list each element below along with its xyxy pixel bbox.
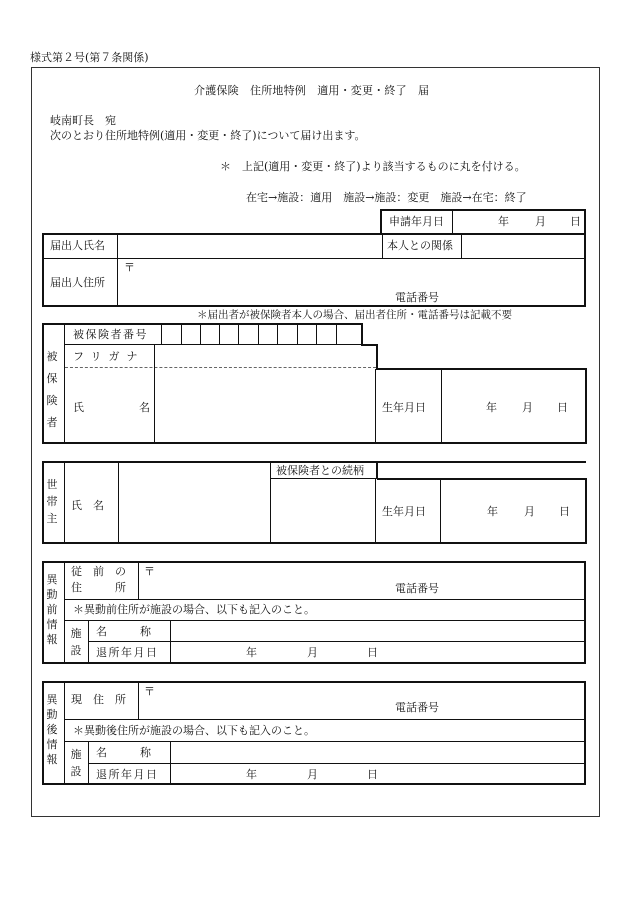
householder-dob-month-unit: 月 — [524, 505, 535, 518]
prev-address-label-2: 住 所 — [71, 581, 126, 594]
application-month-unit: 月 — [535, 215, 546, 228]
before-facility-label: 施設 — [70, 627, 82, 657]
applicant-address-field[interactable] — [118, 259, 585, 305]
householder-name-field[interactable] — [119, 463, 270, 543]
intro-text: 次のとおり住所地特例(適用・変更・終了)について届け出ます。 — [50, 129, 366, 142]
householder-dob-year-unit: 年 — [487, 505, 498, 518]
insured-section-label: 被保険者 — [46, 350, 58, 429]
application-date-field[interactable] — [453, 211, 585, 233]
prev-address-label-1: 従 前 の — [71, 565, 126, 578]
before-leave-date-field[interactable] — [171, 642, 585, 663]
after-move-section-label: 異動後情報 — [46, 693, 58, 766]
before-leave-month-unit: 月 — [307, 646, 318, 659]
insured-furigana-label: フリガナ — [73, 350, 145, 363]
insured-dob-month-unit: 月 — [522, 401, 533, 414]
applicant-relation-label: 本人との関係 — [387, 239, 453, 252]
before-move-note: ＊異動前住所が施設の場合、以下も記入のこと。 — [73, 603, 315, 616]
insured-dob-day-unit: 日 — [557, 401, 568, 414]
after-leave-date-field[interactable] — [171, 764, 585, 784]
insured-furigana-field[interactable] — [155, 345, 361, 367]
applicant-note: ＊届出者が被保険者本人の場合、届出者住所・電話番号は記載不要 — [197, 309, 512, 321]
form-title: 介護保険 住所地特例 適用・変更・終了 届 — [194, 84, 430, 97]
after-leave-month-unit: 月 — [307, 768, 318, 781]
householder-name-label: 氏 名 — [71, 499, 104, 512]
householder-relation-field[interactable] — [271, 479, 375, 543]
circle-note: ＊ 上記(適用・変更・終了)より該当するものに丸を付ける。 — [220, 160, 526, 173]
before-leave-date-label: 退所年月日 — [96, 646, 159, 659]
householder-dob-label: 生年月日 — [382, 505, 426, 518]
after-facility-name-field[interactable] — [171, 742, 585, 763]
before-facility-name-field[interactable] — [171, 621, 585, 641]
applicant-address-label: 届出人住所 — [50, 276, 105, 289]
prev-address-field[interactable] — [139, 562, 585, 599]
after-leave-year-unit: 年 — [246, 768, 257, 781]
applicant-phone-label: 電話番号 — [395, 291, 439, 304]
insured-dob-label: 生年月日 — [382, 401, 426, 414]
insured-dob-year-unit: 年 — [486, 401, 497, 414]
current-address-label: 現 住 所 — [71, 693, 126, 706]
after-leave-day-unit: 日 — [367, 768, 378, 781]
form-id: 様式第２号(第７条関係) — [30, 51, 149, 64]
after-facility-name-label: 名 称 — [96, 746, 151, 759]
prev-postal-mark: 〒 — [144, 565, 155, 578]
application-day-unit: 日 — [570, 215, 581, 228]
householder-section-label: 世帯主 — [46, 478, 58, 525]
insured-name-label-1: 氏 — [73, 401, 84, 414]
before-leave-day-unit: 日 — [367, 646, 378, 659]
after-facility-label: 施設 — [70, 748, 82, 778]
legend-text: 在宅→施設：適用 施設→施設：変更 施設→在宅：終了 — [246, 191, 527, 204]
before-leave-year-unit: 年 — [246, 646, 257, 659]
insured-name-label-2: 名 — [139, 401, 150, 414]
applicant-name-label: 届出人氏名 — [50, 239, 105, 252]
after-move-note: ＊異動後住所が施設の場合、以下も記入のこと。 — [73, 724, 315, 737]
before-facility-name-label: 名 称 — [96, 625, 151, 638]
prev-phone-label: 電話番号 — [395, 582, 439, 595]
after-leave-date-label: 退所年月日 — [96, 768, 159, 781]
insured-number-label: 被保険者番号 — [73, 328, 148, 341]
applicant-relation-field[interactable] — [462, 235, 585, 258]
applicant-name-field[interactable] — [118, 235, 381, 258]
application-year-unit: 年 — [498, 215, 509, 228]
applicant-postal-mark: 〒 — [124, 261, 135, 274]
before-move-section-label: 異動前情報 — [46, 573, 58, 646]
application-date-label: 申請年月日 — [389, 215, 444, 228]
current-postal-mark: 〒 — [144, 685, 155, 698]
addressee: 岐南町長 宛 — [50, 114, 116, 127]
householder-relation-label: 被保険者との続柄 — [276, 464, 364, 477]
insured-name-field[interactable] — [155, 368, 375, 443]
householder-dob-day-unit: 日 — [559, 505, 570, 518]
current-address-field[interactable] — [139, 682, 585, 719]
current-phone-label: 電話番号 — [395, 701, 439, 714]
insured-number-field[interactable] — [162, 324, 360, 344]
